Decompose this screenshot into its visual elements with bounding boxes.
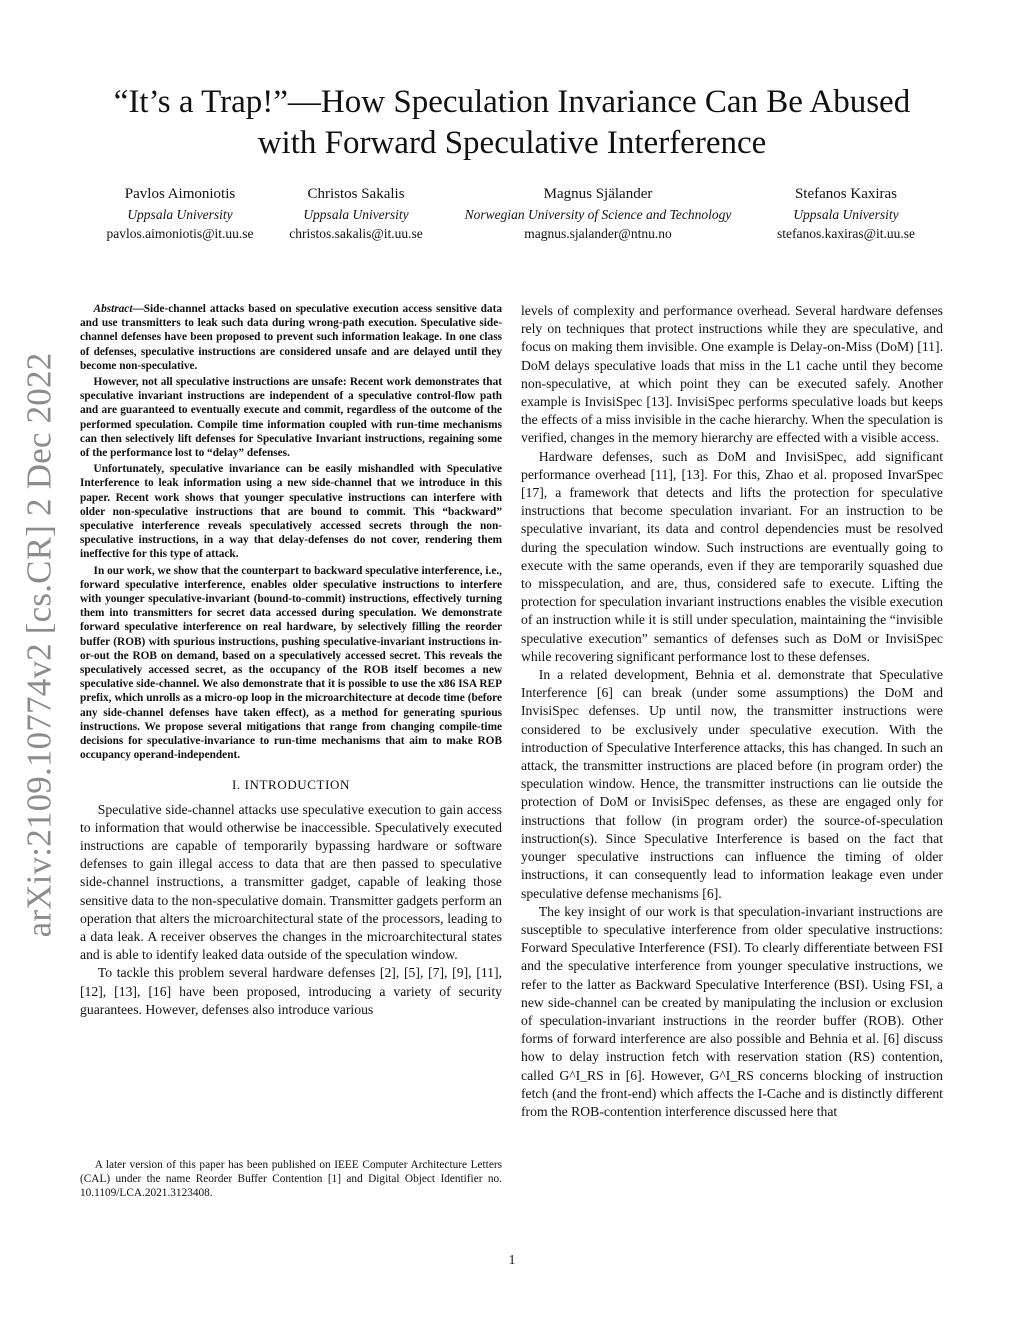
author-name: Magnus Själander bbox=[543, 186, 653, 202]
author-name: Pavlos Aimoniotis bbox=[124, 186, 236, 202]
right-paragraph-3: In a related development, Behnia et al. demonstrate that Speculative Interference [6] can break (under some assumptions) the DoM and InvisiSpec defenses. Up until now, the transmitter instructions were considered to be exclusively under speculative execution. With the introduction of Speculative Interference attacks, this has changed. In such an attack, the transmitter instructions are placed before (in program order) the speculation window. Hence, the transmitter instructions can lie outside the protection of DoM or InvisiSpec defenses, as these are engaged only for instructions that follow (in program order) the source-of-speculation instruction(s). Since Speculative Interference is based on the fact that younger speculative instructions can influence the timing of older instructions, it can consequently lead to information leakage even under speculative defense mechanisms [6]. bbox=[521, 667, 943, 901]
author-block bbox=[80, 184, 950, 244]
author-1 bbox=[80, 184, 280, 243]
abstract-paragraph-2: However, not all speculative instructions are unsafe: Recent work demonstrates that speculative invariant instructions are independent of a speculative control-flow path and are guaranteed to eventually execute and commit, regardless of the outcome of the performed speculation. Compile time information coupled with run-time mechanisms can then selectively lift defenses for Speculative Invariant instructions, regaining some of the performance lost to “delay” defenses. bbox=[80, 376, 502, 460]
title-line-2: with Forward Speculative Interference bbox=[257, 125, 767, 161]
author-2 bbox=[276, 184, 436, 243]
left-column bbox=[80, 302, 502, 1019]
intro-paragraph-2: To tackle this problem several hardware defenses [2], [5], [7], [9], [11], [12], [13], [16] have been proposed, introducing a variety of security guarantees. However, defenses also introduce various bbox=[80, 965, 502, 1017]
author-email: pavlos.aimoniotis@it.uu.se bbox=[106, 226, 254, 241]
page-number: 1 bbox=[508, 1252, 516, 1267]
author-name: Stefanos Kaxiras bbox=[794, 186, 898, 202]
author-name: Christos Sakalis bbox=[307, 186, 405, 202]
intro-paragraph-1: Speculative side-channel attacks use speculative execution to gain access to information that would otherwise be inaccessible. Speculatively executed instructions are capable of temporarily bypassing hardware or software defenses to gain illegal access to data that are then passed to speculative side-channel instructions, a transmitter gadget, capable of leaking those sensitive data to the non-speculative domain. Transmitter gadgets perform an operation that alters the microarchitectural state of the processors, leading to a data leak. A receiver observes the changes in the microarchitectural states and is able to identify leaked data outside of the speculation window. bbox=[80, 801, 502, 963]
right-column-text bbox=[521, 302, 943, 1121]
abstract-label: Abstract bbox=[93, 303, 133, 315]
right-paragraph-2: Hardware defenses, such as DoM and InvisiSpec, add significant performance overhead [11], [13]. For this, Zhao et al. proposed InvarSpec [17], a framework that detects and lifts the protection for speculative instructions that become speculation invariant. For an instruction to be speculative invariant, its data and control dependencies must be resolved during the speculation window. Such instructions are eventually going to execute with the same operands, even if they are temporarily squashed due to misspeculation, and are, thus, considered safe to execute. Lifting the protection for speculation invariant instructions enables the visible execution of an instruction while it is still under speculation, maintaining the “invisible speculative execution” semantics of defenses such as DoM or InvisiSpec while recovering significant performance lost to these defenses. bbox=[521, 448, 943, 664]
author-email: magnus.sjalander@ntnu.no bbox=[524, 226, 672, 241]
footnote: A later version of this paper has been published on IEEE Computer Architecture Letters (CAL) under the name Reorder Buffer Contention [1] and Digital Object Identifier no. 10.1109/LCA.2021.3123408. bbox=[80, 1159, 502, 1200]
abstract-text-1: —Side-channel attacks based on speculative execution access sensitive data and use transmitters to leak such data during wrong-path execution. Speculative side-channel defenses have been proposed to prevent such information leakage. In one class of defenses, speculative instructions are considered unsafe and are delayed until they become non-speculative. bbox=[80, 303, 502, 372]
author-affiliation: Uppsala University bbox=[793, 207, 899, 222]
arxiv-identifier bbox=[8, 352, 70, 938]
right-paragraph-1: levels of complexity and performance overhead. Several hardware defenses rely on techniques that protect instructions while they are speculative, and focus on making them invisible. One example is Delay-on-Miss (DoM) [11]. DoM delays speculative loads that miss in the L1 cache until they become non-speculative, at which point they can be executed safely. Another example is InvisiSpec [13]. InvisiSpec performs speculative loads but keeps the effects of a miss invisible in the cache hierarchy. When the speculation is verified, changes in the memory hierarchy are effected with a visible access. bbox=[521, 303, 943, 446]
title-line-1: “It’s a Trap!”—How Speculation Invariance Can Be Abused bbox=[113, 84, 911, 120]
author-3 bbox=[444, 184, 752, 243]
author-email: stefanos.kaxiras@it.uu.se bbox=[776, 226, 916, 241]
author-affiliation: Norwegian University of Science and Technology bbox=[464, 207, 732, 222]
author-4 bbox=[766, 184, 926, 243]
abstract-paragraph-1 bbox=[80, 302, 502, 373]
paper-title bbox=[60, 82, 964, 164]
right-column bbox=[521, 302, 943, 1121]
abstract-paragraph-4: In our work, we show that the counterpart to backward speculative interference, i.e., forward speculative interference, enables older speculative instructions to interfere with younger speculative-invariant (bound-to-commit) instructions, effectively turning them into transmitters for secret data accessed during speculation. We demonstrate forward speculative interference on real hardware, by selectively filling the reorder buffer (ROB) with spurious instructions, pushing speculative-invariant instructions in-or-out the ROB on demand, based on a speculatively accessed secret. This reveals the speculatively accessed secret, as the occupancy of the ROB itself becomes a new speculative side-channel. We also demonstrate that it is possible to use the x86 ISA REP prefix, which unrolls as a micro-op loop in the microarchitecture at decode time (before any side-channel defenses have taken effect), as a method for generating spurious instructions. We propose several mitigations that range from changing compile-time decisions for speculative-invariance to run-time mechanisms that aim to make ROB occupancy operand-independent. bbox=[80, 564, 502, 762]
author-affiliation: Uppsala University bbox=[303, 207, 409, 222]
author-affiliation: Uppsala University bbox=[127, 207, 233, 222]
arxiv-identifier-text: arXiv:2109.10774v2 [cs.CR] 2 Dec 2022 bbox=[19, 352, 59, 938]
abstract-paragraph-3: Unfortunately, speculative invariance can be easily mishandled with Speculative Interference to leak information using a new side-channel that we introduce in this paper. Recent work shows that younger speculative instructions can interfere with older non-speculative instructions that are bound to commit. This “backward” speculative interference reveals speculatively accessed secrets through the non-speculative instructions, in a way that delay-defenses do not cover, rendering them ineffective for this type of attack. bbox=[80, 463, 502, 561]
right-paragraph-4: The key insight of our work is that speculation-invariant instructions are susceptible to speculative interference from older speculative instructions: Forward Speculative Interference (FSI). To clearly differentiate between FSI and the speculative interference from younger speculative instructions, we refer to the latter as Backward Speculative Interference (BSI). Using FSI, a new side-channel can be created by manipulating the inclusion or exclusion of speculation-invariant instructions in the reorder buffer (ROB). Other forms of forward interference are also possible and Behnia et al. [6] discuss how to delay instruction fetch with reservation station (RS) contention, called G^I_RS in [6]. However, G^I_RS concerns blocking of instruction fetch (and the front-end) which affects the I-Cache and is distinctly different from the ROB-contention interference discussed here that bbox=[521, 903, 943, 1119]
introduction-text bbox=[80, 801, 502, 1019]
author-email: christos.sakalis@it.uu.se bbox=[289, 226, 423, 241]
section-heading-introduction: I. INTRODUCTION bbox=[231, 776, 351, 792]
abstract bbox=[80, 302, 502, 763]
